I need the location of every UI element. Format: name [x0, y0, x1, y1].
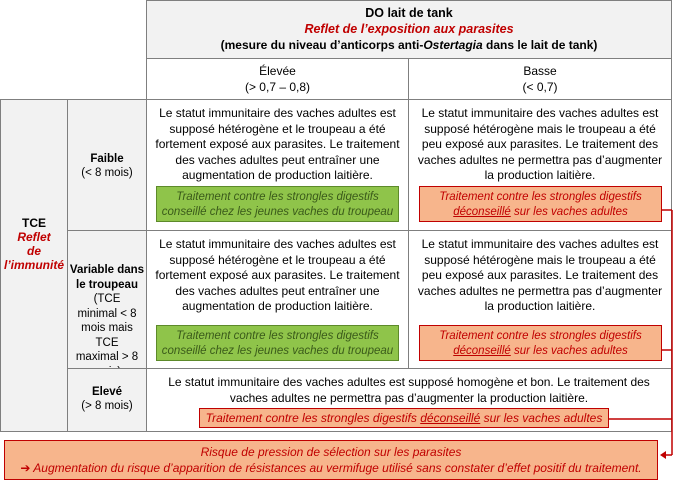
footer-line-2-wrap	[5, 460, 657, 476]
advice-deconseille-box	[199, 408, 609, 428]
header-block	[146, 0, 672, 59]
row-faible-title: Faible	[90, 153, 124, 165]
advice-text-underlined: déconseillé	[420, 411, 481, 425]
header-measure	[147, 38, 671, 52]
column-header-high	[146, 58, 409, 100]
column-header-low	[408, 58, 672, 100]
header-title: DO lait de tank	[365, 6, 453, 20]
advice-text-post: sur les vaches adultes	[510, 206, 628, 218]
connector-arrowhead	[660, 451, 666, 459]
cell-text: Le statut immunitaire des vaches adultes est supposé hétérogène et le troupeau a été fortement exposé aux parasites. Le traitement des vaches adultes peut entraîner une augmentation de production laitière.	[155, 237, 400, 313]
tce-subtitle-3: l’immunité	[3, 258, 64, 272]
row-variable-sub: (TCE minimal < 8 mois mais TCE maximal > 8	[75, 293, 139, 363]
column-high-range: (> 0,7 – 0,8)	[244, 80, 311, 94]
row-variable-title-2: le troupeau	[76, 278, 138, 291]
cell-text: Le statut immunitaire des vaches adultes est supposé hétérogène mais le troupeau a été peu exposé aux parasites. Le traitement des vaches adultes ne permettra pas d’augmenter la production laitière.	[417, 106, 663, 182]
row-label-faible	[67, 99, 147, 231]
advice-text: Traitement contre les strongles digestifs conseillé chez les jeunes vaches du troupeau	[161, 330, 394, 357]
cell-text: Le statut immunitaire des vaches adultes est supposé homogène et bon. Le traitement des vaches adultes ne permettra pas d’augmenter la production laitière.	[168, 375, 650, 405]
advice-deconseille-box	[419, 186, 662, 222]
arrow-right-icon: ➔	[20, 461, 31, 475]
advice-text-underlined: déconseillé	[453, 206, 511, 218]
tce-subtitle-1: Reflet	[17, 230, 51, 244]
advice-conseille-box	[156, 325, 399, 361]
footer-warning-box	[4, 440, 658, 480]
advice-text-underlined: déconseillé	[453, 345, 511, 357]
row-eleve-sub: (> 8 mois)	[81, 400, 133, 412]
column-high-label: Élevée	[259, 64, 296, 78]
advice-conseille-box	[156, 186, 399, 222]
row-label-variable	[67, 230, 147, 369]
row-header-tce	[0, 99, 68, 432]
row-eleve-title: Elevé	[91, 386, 123, 398]
row-faible-sub: (< 8 mois)	[81, 167, 133, 179]
cell-text: Le statut immunitaire des vaches adultes est supposé hétérogène mais le troupeau a été peu exposé aux parasites. Le traitement des vaches adultes ne permettra pas d’augmenter la production laitière.	[417, 237, 663, 313]
header-measure-pre: (mesure du niveau d’anticorps anti-	[220, 38, 424, 52]
footer-line-1: Risque de pression de sélection sur les parasites	[200, 445, 462, 459]
advice-text-post: sur les vaches adultes	[510, 345, 628, 357]
advice-text-pre: Traitement contre les strongles digestifs	[205, 411, 421, 425]
header-measure-italic: Ostertagia	[423, 38, 483, 52]
footer-line-2: Augmentation du risque d’apparition de résistances au vermifuge utilisé sans constater d’effet positif du traitement.	[30, 461, 642, 475]
tce-subtitle-2: de	[26, 244, 41, 258]
advice-deconseille-box	[419, 325, 662, 361]
advice-text-pre: Traitement contre les strongles digestifs	[439, 330, 642, 342]
advice-text-pre: Traitement contre les strongles digestifs	[439, 191, 642, 203]
column-low-label: Basse	[523, 64, 557, 78]
header-subtitle: Reflet de l’exposition aux parasites	[304, 22, 514, 36]
row-variable-title-1: Variable dans	[69, 264, 145, 276]
header-measure-post: dans le lait de tank)	[482, 38, 598, 52]
advice-text: Traitement contre les strongles digestifs conseillé chez les jeunes vaches du troupeau	[161, 191, 394, 218]
cell-text: Le statut immunitaire des vaches adultes est supposé hétérogène et le troupeau a été fortement exposé aux parasites. Le traitement des vaches adultes peut entraîner une augmentation de production laitière.	[155, 106, 400, 182]
advice-text-post: sur les vaches adultes	[480, 411, 603, 425]
column-low-range: (< 0,7)	[522, 80, 558, 94]
tce-title: TCE	[22, 216, 46, 230]
row-label-eleve	[67, 368, 147, 432]
